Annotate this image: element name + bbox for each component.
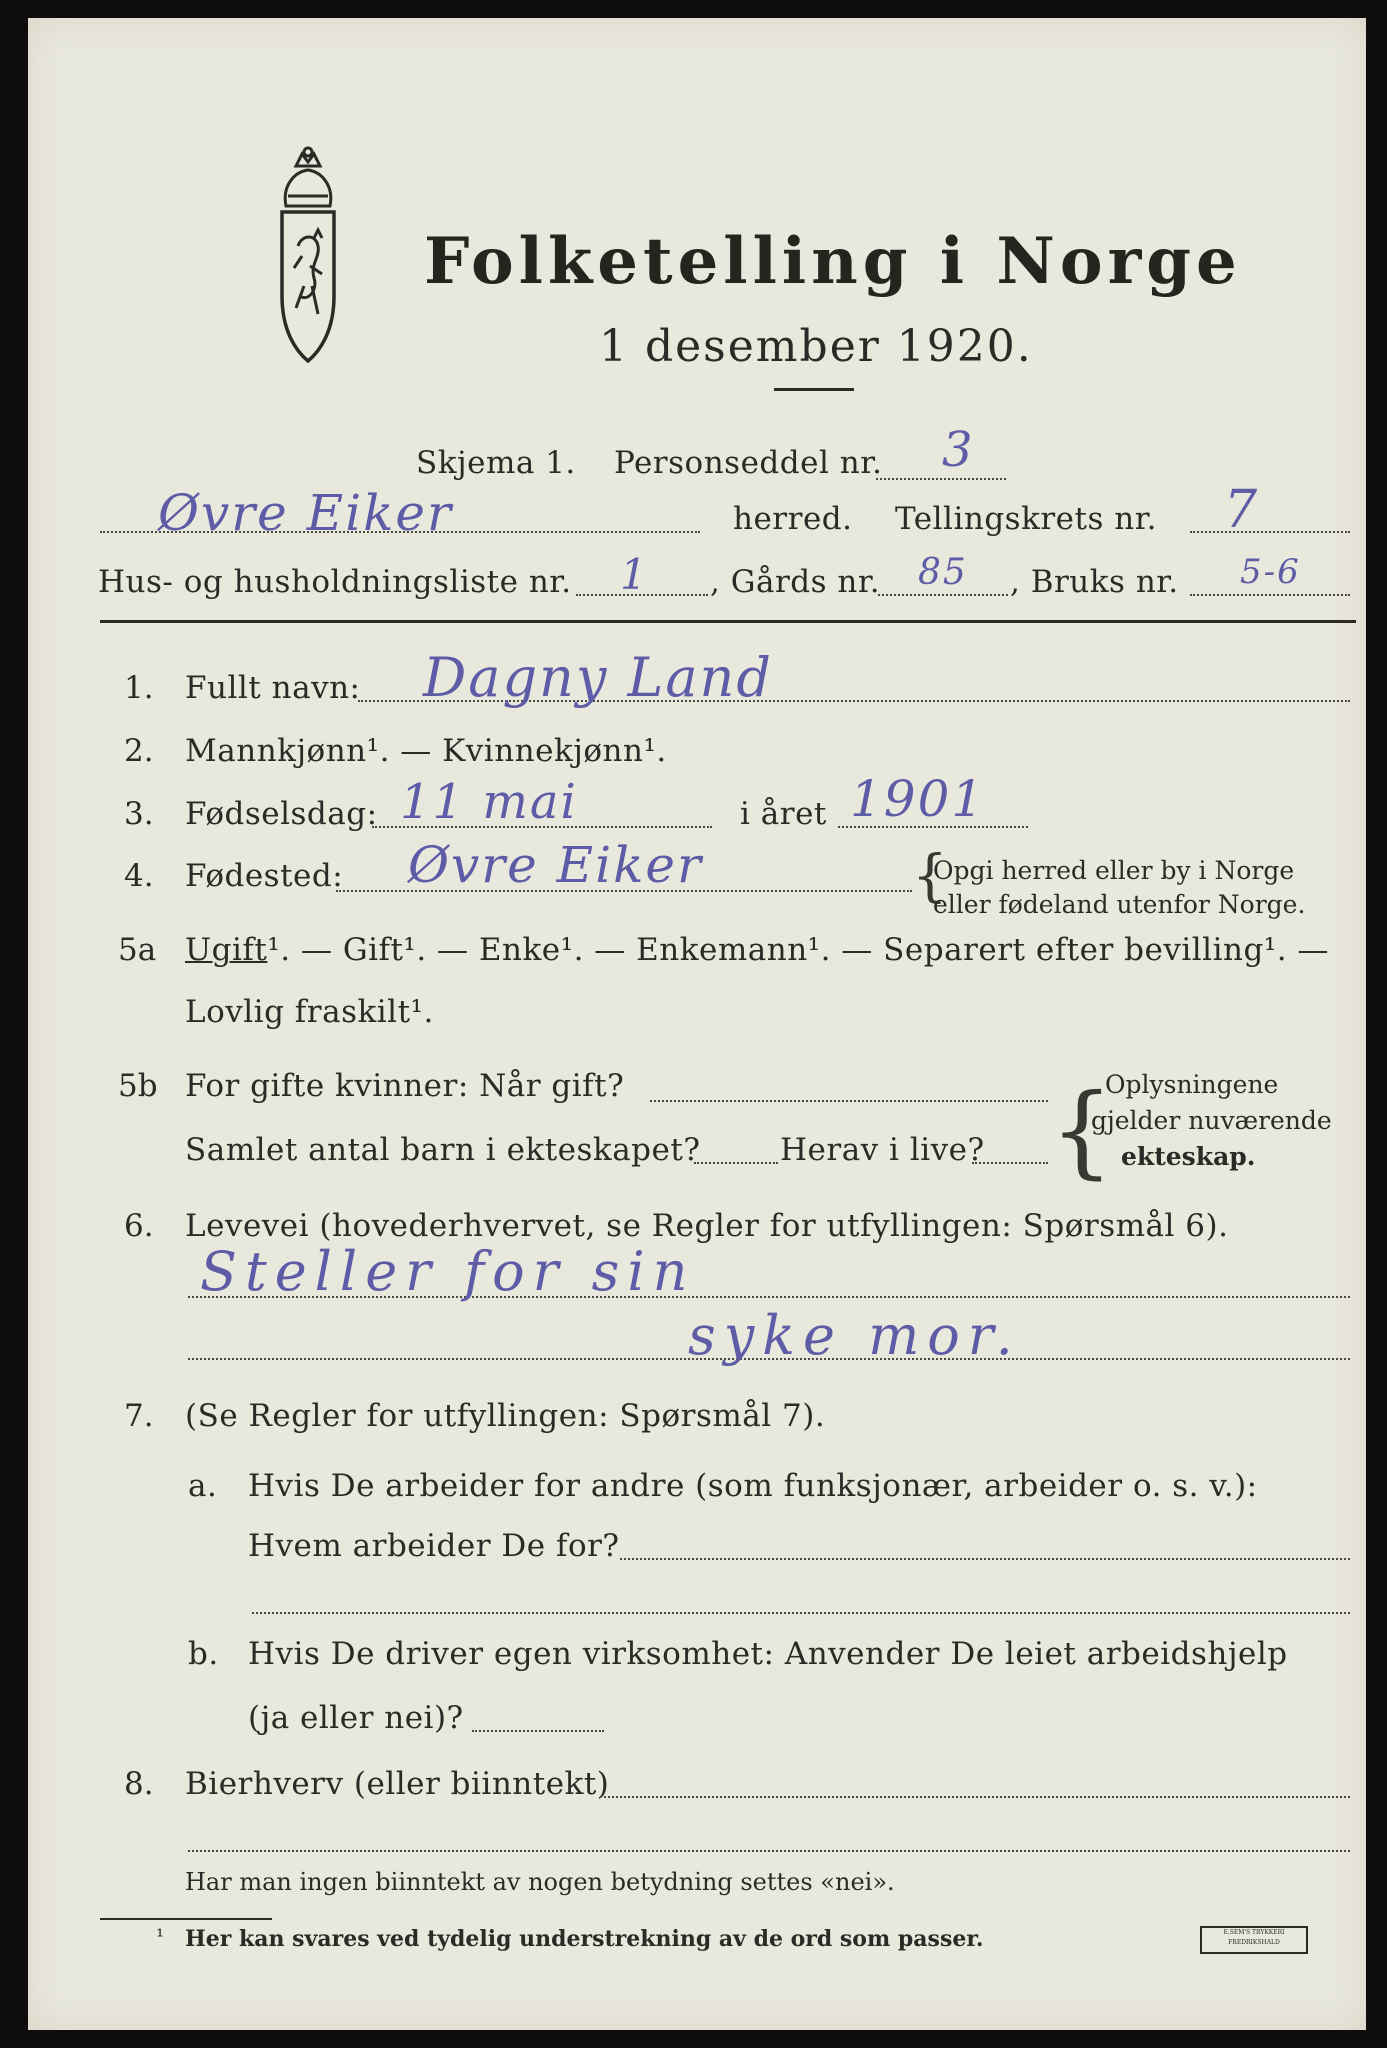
q3-label: Fødselsdag: xyxy=(185,796,378,832)
printer-stamp xyxy=(1200,1926,1308,1954)
q6-label: Levevei (hovederhvervet, se Regler for utfyllingen: Spørsmål 6). xyxy=(185,1208,1229,1244)
q2-number: 2. xyxy=(124,733,154,769)
q6-answer-1[interactable]: Steller for sin xyxy=(200,1240,696,1303)
q5b-brace: { xyxy=(1050,1072,1114,1189)
census-date: 1 desember 1920. xyxy=(599,321,1033,372)
q5b-label-2: Samlet antal barn i ekteskapet? xyxy=(185,1132,701,1168)
personseddel-value[interactable]: 3 xyxy=(942,422,975,478)
q8-number: 8. xyxy=(124,1766,154,1802)
q5a-rest-options: ¹. — Gift¹. — Enke¹. — Enkemann¹. — Separert efter bevilling¹. — xyxy=(267,932,1329,968)
q5a-number: 5a xyxy=(118,932,157,968)
q5a-line2: Lovlig fraskilt¹. xyxy=(185,994,434,1030)
census-form-sheet xyxy=(28,18,1366,2030)
q1-label: Fullt navn: xyxy=(185,670,361,706)
footnote-text: Her kan svares ved tydelig understrekning av de ord som passer. xyxy=(185,1926,984,1952)
q5b-number: 5b xyxy=(118,1068,158,1104)
q3-number: 3. xyxy=(124,796,154,832)
q4-label: Fødested: xyxy=(185,858,344,894)
personseddel-line xyxy=(876,478,1006,480)
q5b-label-1: For gifte kvinner: Når gift? xyxy=(185,1068,625,1104)
footnote-mark: ¹ xyxy=(156,1924,165,1948)
coat-of-arms-icon xyxy=(258,146,358,376)
q7a-line-1: Hvis De arbeider for andre (som funksjonær, arbeider o. s. v.): xyxy=(248,1468,1258,1504)
q3-year-label: i året xyxy=(740,796,827,832)
q7-label: (Se Regler for utfyllingen: Spørsmål 7). xyxy=(185,1398,826,1434)
printer-stamp-text: E.SEM'S TRYKKERI FREDRIKSHALD xyxy=(1223,1929,1285,1946)
q8-answer-line-1 xyxy=(604,1796,1350,1798)
personseddel-label: Personseddel nr. xyxy=(614,445,883,481)
form-title: Folketelling i Norge xyxy=(424,224,1242,299)
q7a-number: a. xyxy=(188,1468,218,1504)
q5b-note-1: Oplysningene xyxy=(1105,1070,1279,1099)
herred-label: herred. xyxy=(733,501,853,537)
q8-answer-line-2 xyxy=(188,1850,1350,1852)
q1-answer[interactable]: Dagny Land xyxy=(423,646,773,709)
bruks-value[interactable]: 5-6 xyxy=(1240,552,1301,592)
q3-day-answer[interactable]: 11 mai xyxy=(400,774,578,830)
hus-label: Hus- og husholdningsliste nr. xyxy=(98,564,572,600)
q7a-line-2: Hvem arbeider De for? xyxy=(248,1528,620,1564)
q1-number: 1. xyxy=(124,670,154,706)
q4-number: 4. xyxy=(124,858,154,894)
q5b-label-3: Herav i live? xyxy=(780,1132,985,1168)
q7-number: 7. xyxy=(124,1398,154,1434)
hus-value[interactable]: 1 xyxy=(620,550,649,599)
q6-number: 6. xyxy=(124,1208,154,1244)
q8-label: Bierhverv (eller biinntekt) xyxy=(185,1766,610,1802)
q4-note-1: Opgi herred eller by i Norge xyxy=(933,856,1295,885)
q5b-alive-line xyxy=(972,1162,1048,1164)
gards-label: , Gårds nr. xyxy=(710,564,881,600)
q5a-ugift-option[interactable]: Ugift xyxy=(185,932,268,968)
q7b-line-2: (ja eller nei)? xyxy=(248,1700,464,1736)
q7a-answer-line-2 xyxy=(252,1612,1350,1614)
q3-year-answer[interactable]: 1901 xyxy=(850,770,986,828)
header-rule xyxy=(100,620,1356,623)
footnote-divider xyxy=(100,1918,272,1920)
q7b-number: b. xyxy=(188,1636,219,1672)
q5b-note-2: gjelder nuværende xyxy=(1091,1106,1332,1135)
gards-value[interactable]: 85 xyxy=(918,552,968,593)
q5b-married-line xyxy=(650,1100,1048,1102)
q5b-children-line xyxy=(694,1162,778,1164)
schema-label: Skjema 1. xyxy=(416,445,576,481)
q7b-line-1: Hvis De driver egen virksomhet: Anvender De leiet arbeidshjelp xyxy=(248,1636,1288,1672)
title-divider xyxy=(774,388,854,391)
q5b-note-3: ekteskap. xyxy=(1121,1142,1256,1171)
tellingskrets-value[interactable]: 7 xyxy=(1224,480,1260,540)
bruks-line xyxy=(1190,594,1350,596)
herred-value[interactable]: Øvre Eiker xyxy=(158,484,453,542)
q4-answer[interactable]: Øvre Eiker xyxy=(408,836,703,894)
q6-answer-2[interactable]: syke mor. xyxy=(688,1304,1021,1367)
q7b-answer-line xyxy=(472,1730,604,1732)
tellingskrets-line xyxy=(1190,531,1350,533)
q4-note-2: eller fødeland utenfor Norge. xyxy=(933,890,1306,919)
gards-line xyxy=(878,594,1008,596)
tellingskrets-label: Tellingskrets nr. xyxy=(895,501,1157,537)
bruks-label: , Bruks nr. xyxy=(1010,564,1179,600)
q5a-line1 xyxy=(185,932,1329,968)
q2-label: Mannkjønn¹. — Kvinnekjønn¹. xyxy=(185,733,667,769)
q7a-answer-line-1 xyxy=(620,1558,1350,1560)
q4-brace: { xyxy=(912,844,948,909)
q8-note: Har man ingen biinntekt av nogen betydning settes «nei». xyxy=(185,1868,895,1896)
